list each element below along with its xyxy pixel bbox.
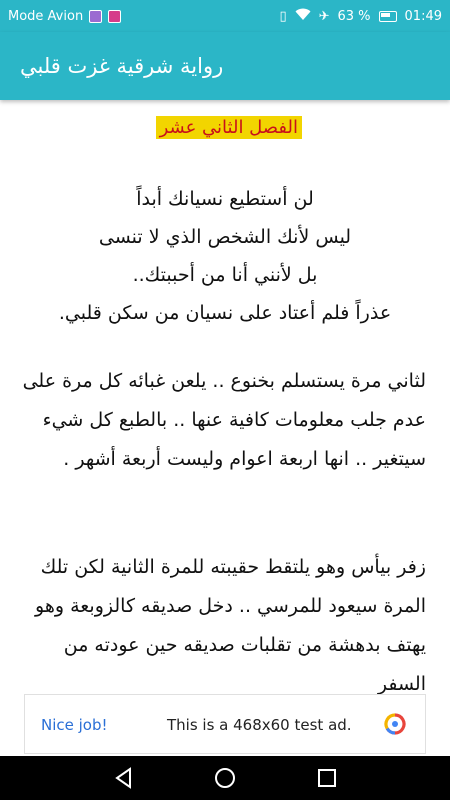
app-title: رواية شرقية غزت قلبي [20, 54, 224, 78]
poem-line: عذراً فلم أعتاد على نسيان من سكن قلبي. [58, 302, 392, 324]
app-notification-icon [108, 10, 121, 23]
story-paragraph: زفر بيأس وهو يلتقط حقيبته للمرة الثانية لكن تلك المرة سيعود للمرسي .. دخل صديقه كالزوبعة وهو يهتف بدهشة من تقلبات صديقه حين عودته من السفر [35, 556, 426, 694]
status-bar-left [8, 0, 121, 32]
home-icon[interactable] [213, 766, 237, 790]
status-bar-right [279, 0, 442, 32]
notification-icon [89, 10, 102, 23]
recent-apps-icon[interactable] [315, 766, 339, 790]
wifi-icon [295, 8, 311, 24]
ad-badge: Nice job! [41, 716, 108, 734]
ad-logo-icon [383, 712, 407, 736]
status-bar [0, 0, 450, 32]
clock: 01:49 [404, 8, 442, 24]
ad-text: This is a 468x60 test ad. [167, 716, 352, 734]
battery-icon [379, 11, 397, 22]
poem-line: ليس لأنك الشخص الذي لا تنسى [98, 226, 352, 248]
poem-line: بل لأنني أنا من أحببتك.. [132, 264, 318, 286]
poem-line: لن أستطيع نسيانك أبداً [136, 188, 314, 210]
back-icon[interactable] [112, 766, 136, 790]
airplane-mode-icon: ✈ [318, 8, 330, 24]
poem [0, 180, 450, 332]
story-paragraph: لثاني مرة يستسلم بخنوع .. يلعن غبائه كل مرة على عدم جلب معلومات كافية عنها .. بالطبع كل شيء سيتغير .. انها اربعة اعوام وليست أربعة أشهر . [22, 370, 426, 470]
navigation-bar [0, 756, 450, 800]
story-content[interactable] [0, 100, 450, 694]
vibrate-icon: ▯ [279, 8, 287, 24]
ad-banner[interactable] [24, 694, 426, 754]
battery-percent: 63 % [337, 8, 371, 24]
chapter-title: الفصل الثاني عشر [156, 116, 302, 139]
app-bar [0, 32, 450, 100]
carrier-label: Mode Avion [8, 8, 84, 24]
